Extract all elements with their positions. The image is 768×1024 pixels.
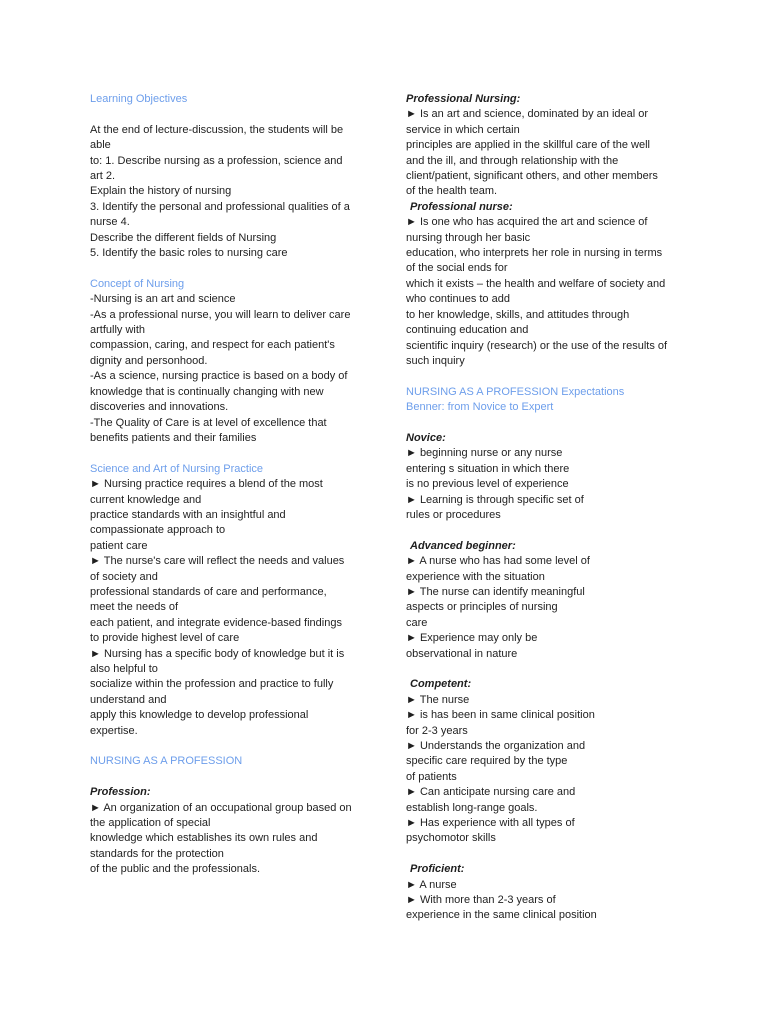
text-line: -As a science, nursing practice is based on a body of <box>90 370 348 383</box>
text-line: ► Understands the organization and <box>406 740 586 752</box>
text-line: -The Quality of Care is at level of excellence that <box>90 416 327 429</box>
text-line: patient care <box>90 539 148 552</box>
text-line: care <box>406 616 428 629</box>
profession-subheading: Profession: <box>90 786 151 799</box>
text-line: ► Is one who has acquired the art and science of <box>406 216 648 229</box>
text-line: ► An organization of an occupational group based on <box>90 801 352 814</box>
text-line: is no previous level of experience <box>406 478 569 491</box>
text-line: ► Has experience with all types of <box>406 817 575 830</box>
text-line: client/patient, significant others, and other members <box>406 170 658 183</box>
text-line: rules or procedures <box>406 508 501 521</box>
text-line: art 2. <box>90 170 116 183</box>
text-line: such inquiry <box>406 354 465 367</box>
text-line: Describe the different fields of Nursing <box>90 231 277 244</box>
objectives-paragraph <box>90 123 372 262</box>
novice-subheading: Novice: <box>406 431 446 444</box>
text-line: to her knowledge, skills, and attitudes through <box>406 308 630 321</box>
text-line: experience in the same clinical position <box>406 909 597 922</box>
text-line: for 2-3 years <box>406 724 468 737</box>
text-line: psychomotor skills <box>406 832 496 845</box>
advanced-beginner-paragraph <box>406 554 688 662</box>
concept-of-nursing-heading: Concept of Nursing <box>90 277 185 290</box>
text-line: also helpful to <box>90 662 158 675</box>
text-line: 5. Identify the basic roles to nursing care <box>90 247 288 260</box>
text-line: socialize within the profession and practice to fully <box>90 678 334 691</box>
text-line: of society and <box>90 570 158 583</box>
text-line: ► Nursing practice requires a blend of the most <box>90 478 323 491</box>
text-line: standards for the protection <box>90 847 224 860</box>
proficient-subheading: Proficient: <box>410 863 465 876</box>
text-line: artfully with <box>90 324 146 337</box>
text-line: ► beginning nurse or any nurse <box>406 447 563 460</box>
right-column <box>406 92 688 924</box>
text-line: -As a professional nurse, you will learn to deliver care <box>90 308 351 321</box>
text-line: dignity and personhood. <box>90 354 208 367</box>
text-line: education, who interprets her role in nursing in terms <box>406 247 663 260</box>
text-line: ► A nurse who has had some level of <box>406 555 590 568</box>
professional-nursing-subheading: Professional Nursing: <box>406 93 521 105</box>
professional-nurse-paragraph <box>406 215 688 369</box>
text-line: expertise. <box>90 724 138 737</box>
text-line: observational in nature <box>406 647 518 660</box>
proficient-paragraph <box>406 878 688 924</box>
profession-paragraph <box>90 801 372 878</box>
nursing-profession-heading: NURSING AS A PROFESSION <box>90 755 243 768</box>
professional-nursing-paragraph <box>406 107 688 199</box>
text-line: the application of special <box>90 817 211 830</box>
text-line: ► is has been in same clinical position <box>406 709 595 722</box>
text-line: aspects or principles of nursing <box>406 601 558 614</box>
text-line: ► Is an art and science, dominated by an ideal or <box>406 108 649 121</box>
text-line: establish long-range goals. <box>406 801 538 814</box>
text-line: able <box>90 139 111 152</box>
learning-objectives-heading: Learning Objectives <box>90 93 188 105</box>
text-line: scientific inquiry (research) or the use of the results of <box>406 339 668 352</box>
text-line: At the end of lecture-discussion, the students will be <box>90 123 344 136</box>
text-line: benefits patients and their families <box>90 431 257 444</box>
text-line: ► Nursing has a specific body of knowledge but it is <box>90 647 345 660</box>
text-line: service in which certain <box>406 123 520 136</box>
text-line: principles are applied in the skillful care of the well <box>406 139 650 152</box>
text-line: discoveries and innovations. <box>90 401 229 414</box>
text-line: specific care required by the type <box>406 755 568 768</box>
text-line: knowledge that is continually changing with new <box>90 385 324 398</box>
benner-heading: Benner: from Novice to Expert <box>406 401 554 414</box>
text-line: meet the needs of <box>90 601 179 614</box>
text-line: 3. Identify the personal and professional qualities of a <box>90 200 350 213</box>
text-line: each patient, and integrate evidence-based findings <box>90 616 342 629</box>
text-line: nurse 4. <box>90 216 130 229</box>
text-line: who continues to add <box>406 293 510 306</box>
text-line: understand and <box>90 693 167 706</box>
text-line: compassion, caring, and respect for each patient's <box>90 339 335 352</box>
text-line: ► A nurse <box>406 878 457 891</box>
text-line: ► The nurse <box>406 693 470 706</box>
science-art-paragraph <box>90 477 372 739</box>
text-line: entering s situation in which there <box>406 462 570 475</box>
text-line: which it exists – the health and welfare of society and <box>406 277 666 290</box>
science-art-heading: Science and Art of Nursing Practice <box>90 462 264 475</box>
text-line: to: 1. Describe nursing as a profession, science and <box>90 154 343 167</box>
novice-paragraph <box>406 446 688 523</box>
concept-paragraph <box>90 292 372 446</box>
text-line: of the health team. <box>406 185 498 198</box>
text-line: continuing education and <box>406 324 529 337</box>
text-line: current knowledge and <box>90 493 202 506</box>
text-line: of patients <box>406 770 457 783</box>
text-line: practice standards with an insightful and <box>90 508 286 521</box>
text-line: ► The nurse can identify meaningful <box>406 585 585 598</box>
text-line: of the public and the professionals. <box>90 863 261 876</box>
text-line: -Nursing is an art and science <box>90 293 236 306</box>
text-line: to provide highest level of care <box>90 632 240 645</box>
advanced-beginner-subheading: Advanced beginner: <box>410 539 516 552</box>
text-line: experience with the situation <box>406 570 545 583</box>
text-line: ► Can anticipate nursing care and <box>406 786 576 799</box>
expectations-heading: NURSING AS A PROFESSION Expectations <box>406 385 625 398</box>
text-line: Explain the history of nursing <box>90 185 232 198</box>
text-line: apply this knowledge to develop professional <box>90 709 309 722</box>
competent-subheading: Competent: <box>410 678 472 691</box>
text-line: ► Experience may only be <box>406 632 538 645</box>
text-line: of the social ends for <box>406 262 508 275</box>
text-line: and the ill, and through relationship with the <box>406 154 619 167</box>
left-column <box>90 92 372 878</box>
text-line: ► With more than 2-3 years of <box>406 894 556 907</box>
professional-nurse-subheading: Professional nurse: <box>410 200 513 213</box>
text-line: professional standards of care and performance, <box>90 585 327 598</box>
competent-paragraph <box>406 693 688 847</box>
text-line: ► Learning is through specific set of <box>406 493 584 506</box>
text-line: ► The nurse's care will reflect the needs and values <box>90 555 345 568</box>
text-line: compassionate approach to <box>90 524 226 537</box>
text-line: knowledge which establishes its own rules and <box>90 832 318 845</box>
text-line: nursing through her basic <box>406 231 531 244</box>
